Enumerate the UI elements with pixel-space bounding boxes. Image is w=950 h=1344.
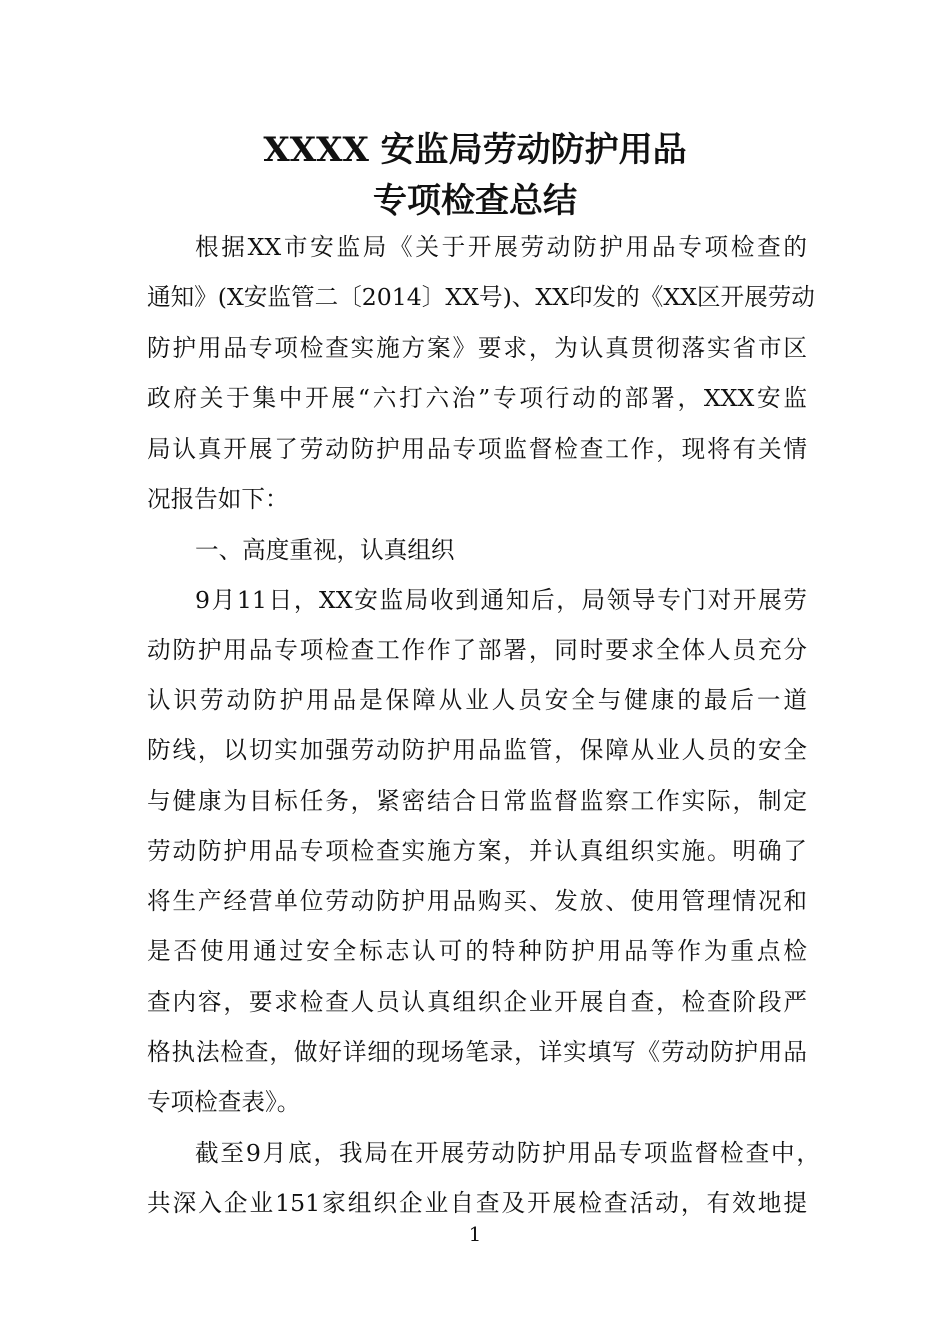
paragraph-2-line: 是否使用通过安全标志认可的特种防护用品等作为重点检	[147, 937, 807, 965]
paragraph-2-line: 动防护用品专项检查工作作了部署，同时要求全体人员充分	[147, 636, 807, 664]
paragraph-1-line: 根据XX市安监局《关于开展劳动防护用品专项检查的	[195, 233, 807, 261]
paragraph-2-line: 9月11日，XX安监局收到通知后，局领导专门对开展劳	[195, 586, 807, 614]
paragraph-2-line: 将生产经营单位劳动防护用品购买、发放、使用管理情况和	[147, 887, 807, 915]
paragraph-2-line: 劳动防护用品专项检查实施方案，并认真组织实施。明确了	[147, 837, 807, 865]
document-title-line-2: 专项检查总结	[373, 181, 577, 221]
paragraph-1-line: 防护用品专项检查实施方案》要求，为认真贯彻落实省市区	[147, 334, 807, 362]
paragraph-1-line: 通知》(X安监管二〔2014〕XX号)、XX印发的《XX区开展劳动	[147, 283, 815, 311]
paragraph-3-line: 截至9月底，我局在开展劳动防护用品专项监督检查中，	[195, 1139, 820, 1167]
paragraph-3-line: 共深入企业151家组织企业自查及开展检查活动，有效地提	[147, 1189, 807, 1217]
document-title-line-1: XXXX 安监局劳动防护用品	[263, 130, 687, 170]
paragraph-1-line: 政府关于集中开展“六打六治”专项行动的部署，XXX安监	[147, 384, 807, 412]
paragraph-2-line: 专项检查表》。	[147, 1088, 301, 1116]
section-heading: 一、高度重视，认真组织	[195, 536, 455, 564]
paragraph-1-line: 局认真开展了劳动防护用品专项监督检查工作，现将有关情	[147, 435, 807, 463]
page-number: 1	[468, 1222, 482, 1246]
paragraph-1-line: 况报告如下：	[147, 485, 289, 513]
paragraph-2-line: 防线，以切实加强劳动防护用品监管，保障从业人员的安全	[147, 736, 807, 764]
paragraph-2-line: 与健康为目标任务，紧密结合日常监督监察工作实际，制定	[147, 787, 807, 815]
paragraph-2-line: 认识劳动防护用品是保障从业人员安全与健康的最后一道	[147, 686, 807, 714]
paragraph-2-line: 格执法检查，做好详细的现场笔录，详实填写《劳动防护用品	[147, 1038, 807, 1066]
paragraph-2-line: 查内容，要求检查人员认真组织企业开展自查，检查阶段严	[147, 988, 807, 1016]
